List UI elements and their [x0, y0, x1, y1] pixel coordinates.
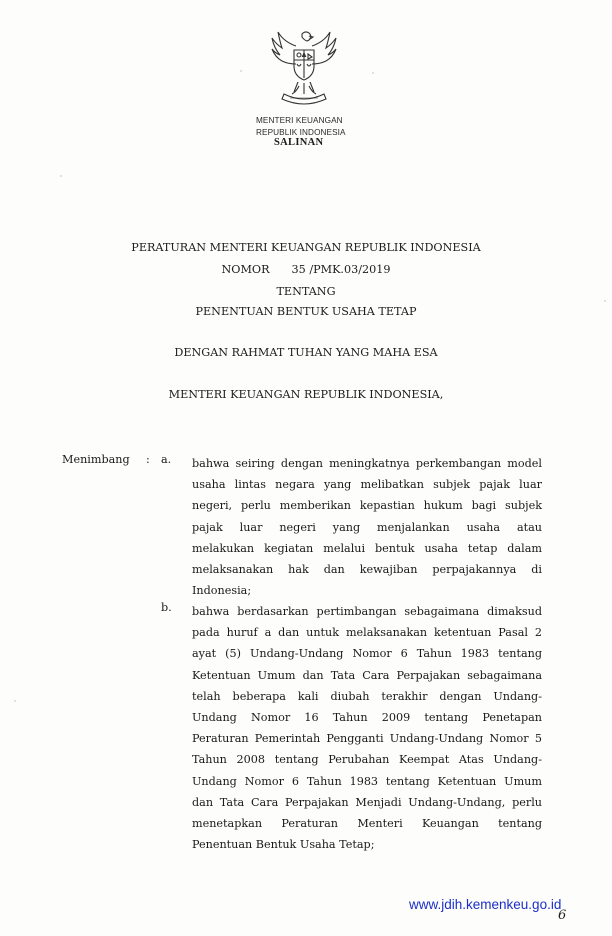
considering-colon: : [146, 453, 150, 466]
regulation-subject: PENENTUAN BENTUK USAHA TETAP [195, 305, 417, 318]
scan-speck [240, 70, 242, 72]
invocation: DENGAN RAHMAT TUHAN YANG MAHA ESA [174, 346, 438, 359]
paragraph-line: Indonesia; [192, 584, 252, 598]
item-marker-b: b. [161, 601, 172, 614]
paragraph-line: bahwa berdasarkan pertimbangan sebagaimana dimaksud [192, 605, 542, 618]
paragraph-line: Tahun 2008 tentang Perubahan Keempat Atas Undang- [192, 753, 542, 767]
scan-speck [604, 300, 606, 302]
paragraph-line: Peraturan Pemerintah Pengganti Undang-Undang Nomor 5 [192, 732, 542, 746]
paragraph-line: pajak luar negeri yang menjalankan usaha atau [192, 520, 542, 534]
item-marker-a: a. [161, 453, 172, 466]
issuing-authority: MENTERI KEUANGAN REPUBLIK INDONESIA, [168, 388, 444, 401]
paragraph-line: pada huruf a dan untuk melaksanakan ketentuan Pasal 2 [192, 626, 542, 640]
paragraph-line: telah beberapa kali diubah terakhir dengan Undang- [192, 689, 542, 703]
scan-speck [372, 72, 374, 74]
regulation-number [0, 263, 612, 276]
number-label: NOMOR [221, 263, 270, 276]
paragraph-line: melaksanakan hak dan kewajiban perpajakannya di [192, 562, 542, 576]
paragraph-line: dan Tata Cara Perpajakan Menjadi Undang-Undang, perlu [192, 795, 542, 809]
paragraph-line: negeri, perlu memberikan kepastian hukum bagi subjek [192, 499, 542, 513]
considering-item-a [192, 453, 542, 601]
paragraph-line: Ketentuan Umum dan Tata Cara Perpajakan sebagaimana [192, 668, 542, 682]
website-link[interactable]: www.jdih.kemenkeu.go.id [409, 897, 562, 912]
paragraph-line: melakukan kegiatan melalui bentuk usaha tetap dalam [192, 541, 542, 555]
paragraph-line: Penentuan Bentuk Usaha Tetap; [192, 838, 375, 852]
paragraph-line: Undang Nomor 16 Tahun 2009 tentang Penetapan [192, 710, 542, 724]
page-mark: 6 [558, 908, 567, 923]
considering-label: Menimbang [62, 453, 130, 466]
paragraph-line: usaha lintas negara yang melibatkan subjek pajak luar [192, 478, 542, 492]
considering-item-b [192, 601, 542, 855]
paragraph-line: Undang Nomor 6 Tahun 1983 tentang Ketentuan Umum [192, 774, 542, 788]
paragraph-line: menetapkan Peraturan Menteri Keuangan tentang [192, 816, 542, 830]
garuda-emblem-icon [266, 28, 342, 110]
minister-label: MENTERI KEUANGAN [256, 116, 343, 125]
scan-speck [60, 175, 62, 177]
about-label: TENTANG [276, 285, 336, 298]
copy-stamp: SALINAN [274, 137, 324, 148]
republic-label: REPUBLIK INDONESIA [256, 128, 346, 137]
scan-speck [14, 700, 16, 702]
regulation-title: PERATURAN MENTERI KEUANGAN REPUBLIK INDONESIA [131, 241, 481, 254]
number-value: 35 /PMK.03/2019 [291, 263, 391, 276]
paragraph-line: ayat (5) Undang-Undang Nomor 6 Tahun 1983 tentang [192, 647, 542, 661]
paragraph-line: bahwa seiring dengan meningkatnya perkembangan model [192, 457, 542, 470]
